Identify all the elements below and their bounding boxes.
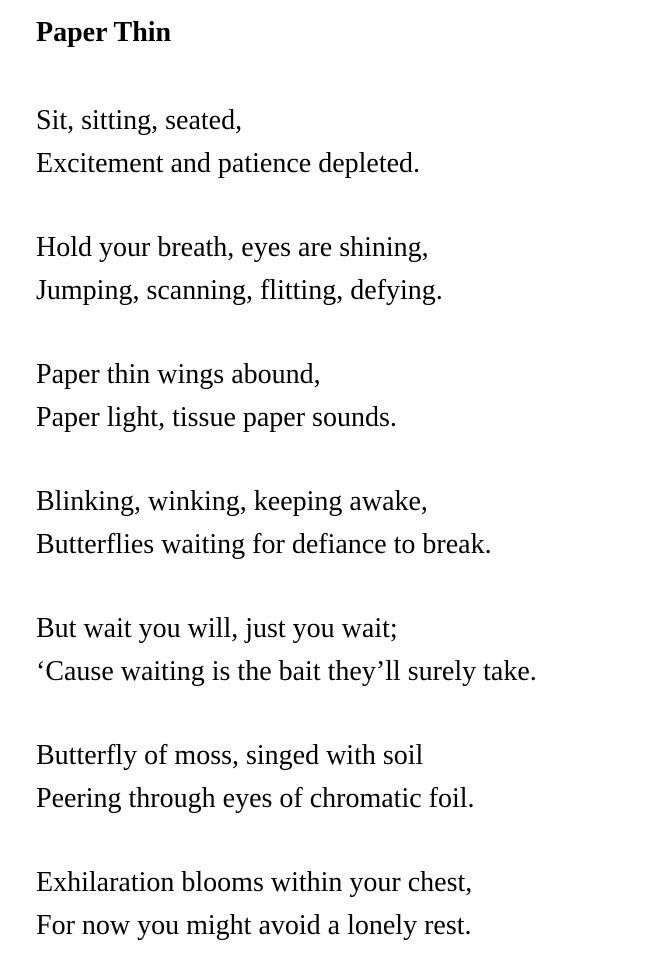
stanza-1	[36, 100, 636, 185]
poem-line: Butterfly of moss, singed with soil	[36, 740, 424, 771]
poem-title: Paper Thin	[36, 17, 172, 48]
poem-line: Exhilaration blooms within your chest,	[36, 867, 473, 898]
stanza-3	[36, 354, 636, 439]
poem-line: For now you might avoid a lonely rest.	[36, 909, 472, 941]
poem-line: Jumping, scanning, flitting, defying.	[36, 274, 443, 306]
stanza-2	[36, 227, 636, 312]
poem-line: Butterflies waiting for defiance to break.	[36, 528, 492, 560]
poem-line: Peering through eyes of chromatic foil.	[36, 782, 475, 814]
poem-line: But wait you will, just you wait;	[36, 613, 398, 644]
poem-line: Paper light, tissue paper sounds.	[36, 401, 397, 433]
stanza-6	[36, 735, 636, 820]
stanza-7	[36, 862, 636, 947]
stanza-4	[36, 481, 636, 566]
poem-line: Sit, sitting, seated,	[36, 105, 243, 136]
poem-line: Paper thin wings abound,	[36, 359, 321, 390]
poem-line: ‘Cause waiting is the bait they’ll surely take.	[36, 655, 537, 687]
poem-line: Hold your breath, eyes are shining,	[36, 232, 429, 263]
poem-document	[36, 16, 636, 947]
poem-line: Blinking, winking, keeping awake,	[36, 486, 428, 517]
stanza-5	[36, 608, 636, 693]
poem-line: Excitement and patience depleted.	[36, 147, 421, 179]
